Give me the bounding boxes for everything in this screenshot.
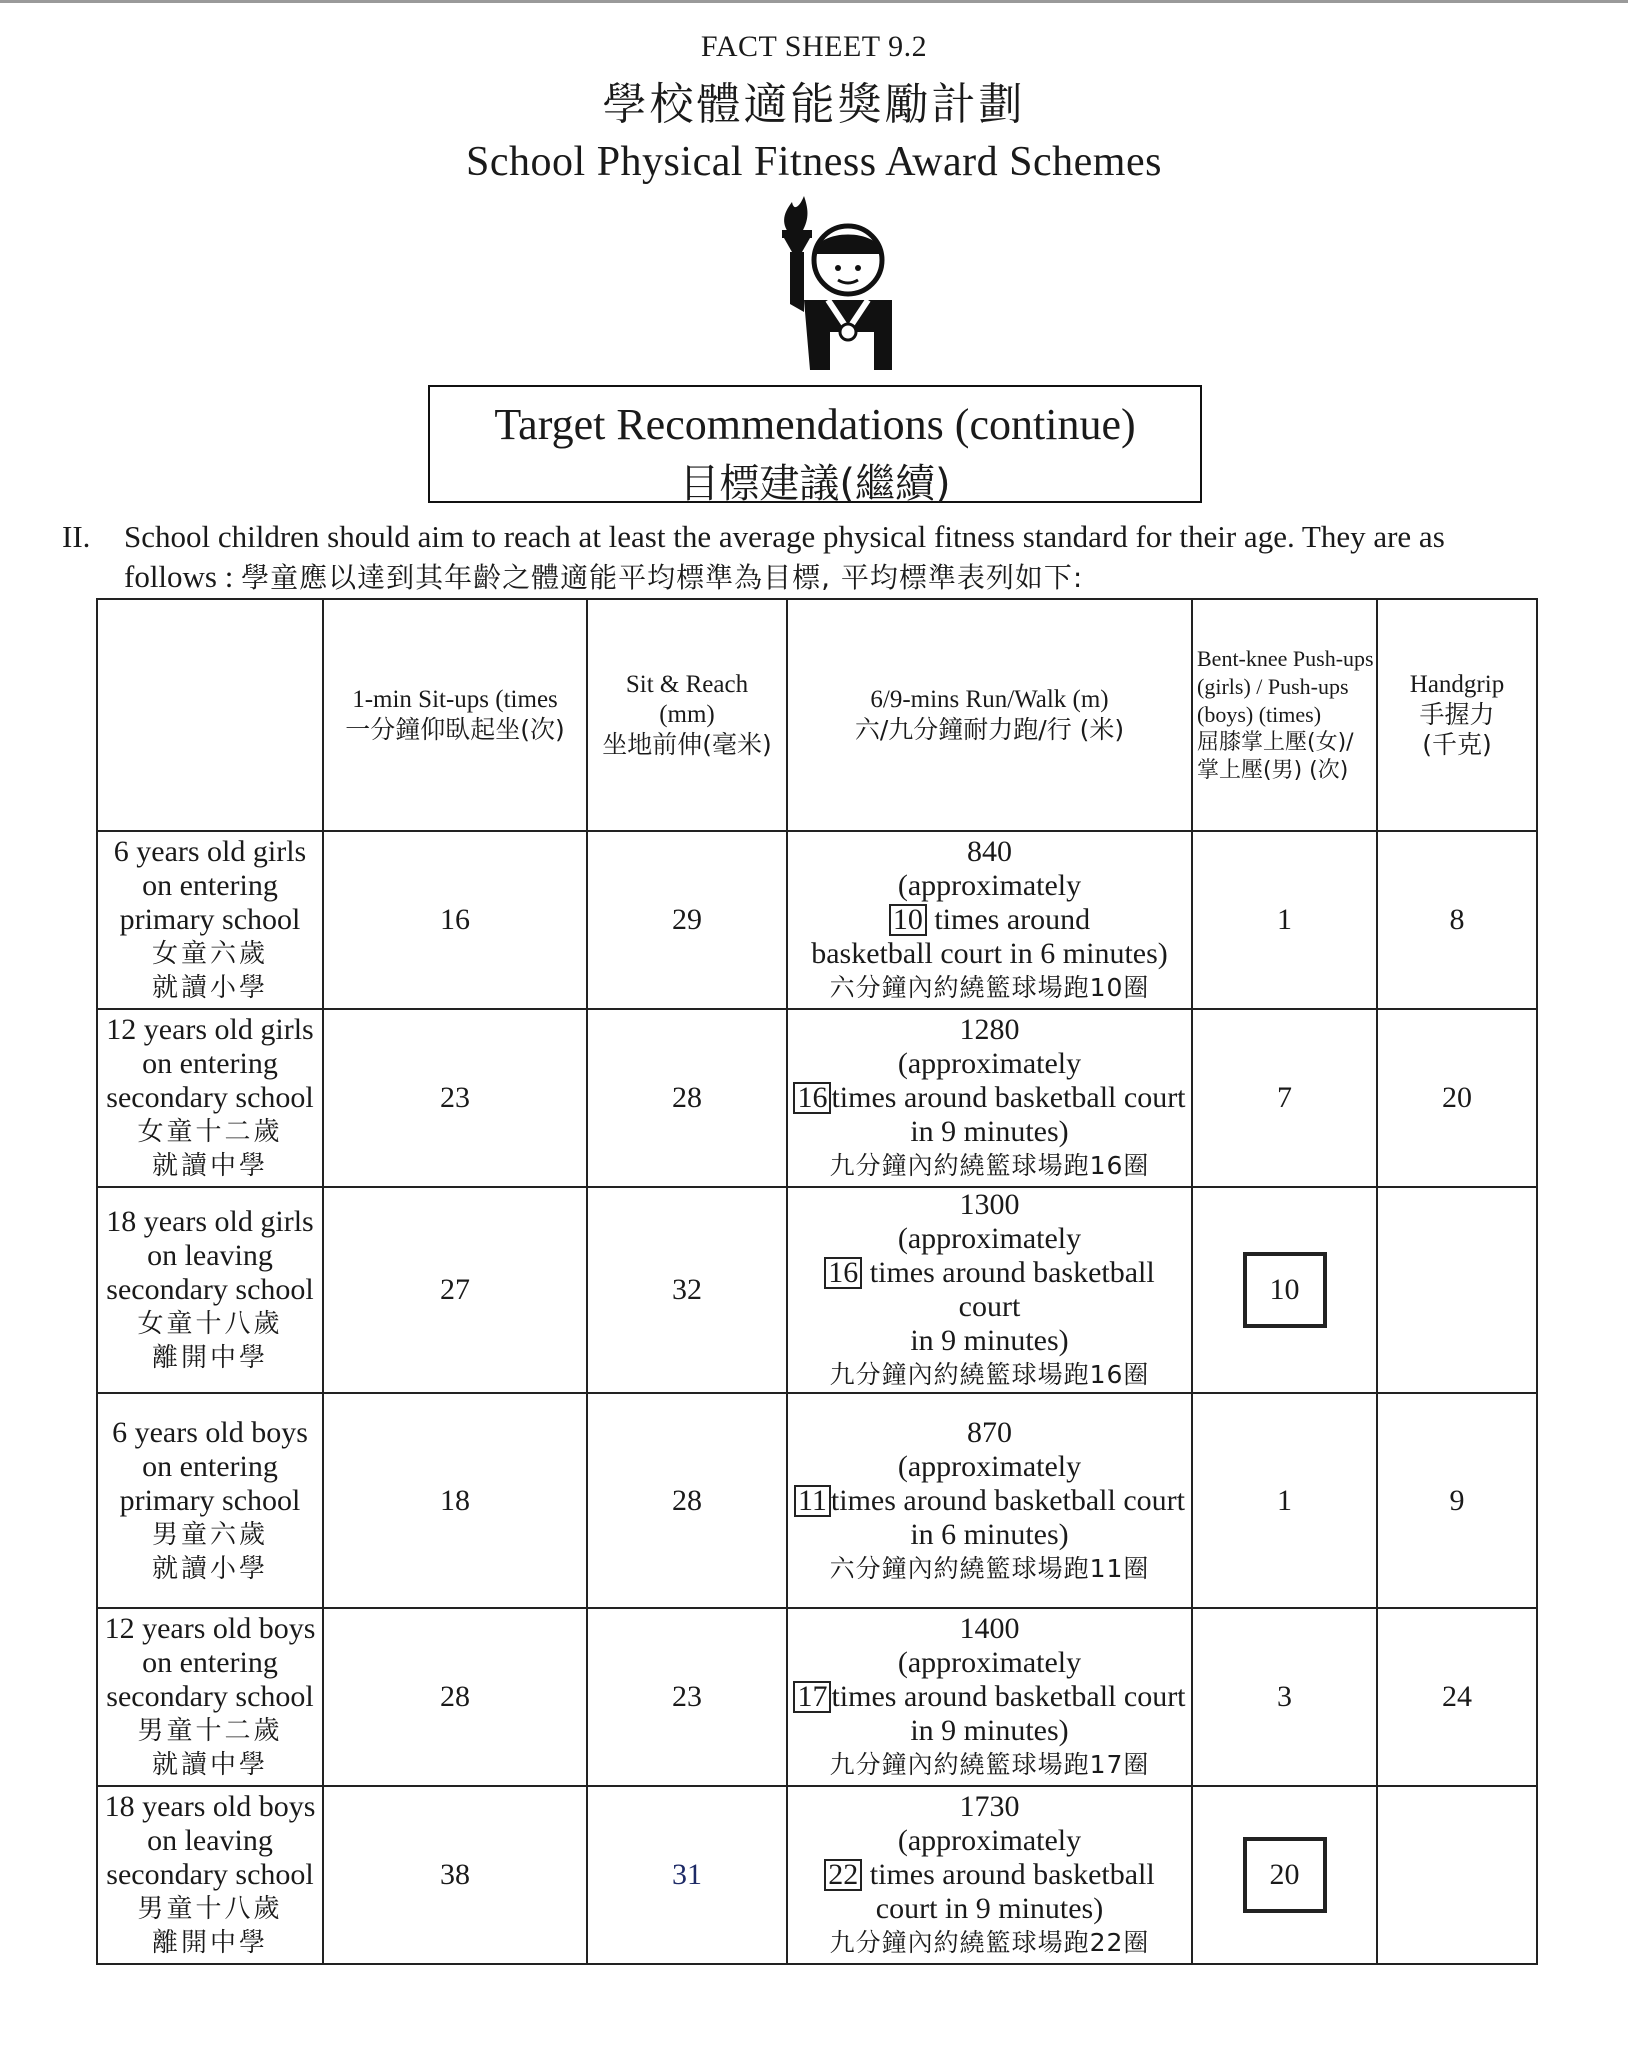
- title-english: School Physical Fitness Award Schemes: [466, 139, 1162, 185]
- group-cell: 6 years old boys on entering primary school 男童六歲 就讀小學: [97, 1393, 323, 1608]
- laps-badge: 22: [824, 1859, 862, 1891]
- header-handgrip: Handgrip 手握力 (千克): [1377, 599, 1537, 831]
- handgrip-cell: 24: [1377, 1608, 1537, 1786]
- group-cell: 18 years old boys on leaving secondary school 男童十八歲 離開中學: [97, 1786, 323, 1964]
- intro-text-english: School children should aim to reach at least the average physical fitness standard for their age. They are as follows :: [124, 519, 1445, 594]
- handgrip-cell: 9: [1377, 1393, 1537, 1608]
- run-walk-cell: 870 (approximately 11 times around basketball court in 6 minutes) 六分鐘內約繞籃球場跑11圈: [787, 1393, 1192, 1608]
- group-cell: 6 years old girls on entering primary school 女童六歲 就讀小學: [97, 831, 323, 1009]
- group-cell: 18 years old girls on leaving secondary school 女童十八歲 離開中學: [97, 1187, 323, 1393]
- group-cell: 12 years old boys on entering secondary school 男童十二歲 就讀中學: [97, 1608, 323, 1786]
- boxed-value: 20: [1243, 1837, 1327, 1913]
- situps-cell: 28: [323, 1608, 587, 1786]
- table-row: [97, 1786, 1537, 1964]
- handgrip-cell: [1377, 1187, 1537, 1393]
- sit-reach-cell: 31: [587, 1786, 787, 1964]
- push-ups-cell: 7: [1192, 1009, 1377, 1187]
- target-title-chinese: 目標建議(繼續): [679, 461, 951, 507]
- header-situps: 1-min Sit-ups (times 一分鐘仰臥起坐(次): [323, 599, 587, 831]
- push-ups-cell: 1: [1192, 831, 1377, 1009]
- sit-reach-cell: 28: [587, 1009, 787, 1187]
- group-cell: 12 years old girls on entering secondary school 女童十二歲 就讀中學: [97, 1009, 323, 1187]
- sit-reach-cell: 23: [587, 1608, 787, 1786]
- run-walk-cell: 1300 (approximately 16 times around basketball court in 9 minutes) 九分鐘內約繞籃球場跑16圈: [787, 1187, 1192, 1393]
- scan-top-edge: [0, 0, 1628, 3]
- table-row: [97, 1393, 1537, 1608]
- table-row: [97, 1608, 1537, 1786]
- table-header-row: [97, 599, 1537, 831]
- push-ups-cell: [1192, 1786, 1377, 1964]
- page-header: [0, 30, 1628, 186]
- laps-badge: 11: [794, 1485, 831, 1517]
- table-row: [97, 831, 1537, 1009]
- laps-badge: 16: [793, 1082, 831, 1114]
- sit-reach-cell: 28: [587, 1393, 787, 1608]
- sit-reach-cell: 32: [587, 1187, 787, 1393]
- handgrip-cell: 8: [1377, 831, 1537, 1009]
- situps-cell: 27: [323, 1187, 587, 1393]
- situps-cell: 23: [323, 1009, 587, 1187]
- header-push-ups: Bent-knee Push-ups (girls) / Push-ups (boys) (times) 屈膝掌上壓(女)/ 掌上壓(男) (次): [1192, 599, 1377, 831]
- situps-cell: 38: [323, 1786, 587, 1964]
- header-sit-reach: Sit & Reach (mm) 坐地前伸(毫米): [587, 599, 787, 831]
- torch-bearer-mascot-icon: [770, 192, 910, 372]
- title-chinese: 學校體適能獎勵計劃: [602, 79, 1026, 130]
- section-number: II.: [62, 519, 91, 554]
- laps-badge: 10: [889, 904, 927, 936]
- situps-cell: 16: [323, 831, 587, 1009]
- intro-text-chinese: 學童應以達到其年齡之體適能平均標準為目標, 平均標準表列如下:: [241, 561, 1084, 594]
- run-walk-cell: 840 (approximately 10 times around basketball court in 6 minutes) 六分鐘內約繞籃球場跑10圈: [787, 831, 1192, 1009]
- situps-cell: 18: [323, 1393, 587, 1608]
- run-walk-cell: 1400 (approximately 17 times around basketball court in 9 minutes) 九分鐘內約繞籃球場跑17圈: [787, 1608, 1192, 1786]
- laps-badge: 16: [824, 1257, 862, 1289]
- header-run-walk: 6/9-mins Run/Walk (m) 六/九分鐘耐力跑/行 (米): [787, 599, 1192, 831]
- table-row: [97, 1009, 1537, 1187]
- target-recommendations-box: [428, 385, 1202, 507]
- handgrip-cell: [1377, 1786, 1537, 1964]
- table-row: [97, 1187, 1537, 1393]
- boxed-value: 10: [1243, 1252, 1327, 1328]
- push-ups-cell: [1192, 1187, 1377, 1393]
- intro-paragraph: [62, 517, 1522, 598]
- handgrip-cell: 20: [1377, 1009, 1537, 1187]
- header-group: [97, 599, 323, 831]
- target-title-english: Target Recommendations (continue): [494, 400, 1136, 449]
- run-walk-cell: 1730 (approximately 22 times around basketball court in 9 minutes) 九分鐘內約繞籃球場跑22圈: [787, 1786, 1192, 1964]
- fitness-standards-table: [96, 598, 1538, 1965]
- sit-reach-cell: 29: [587, 831, 787, 1009]
- laps-badge: 17: [793, 1681, 831, 1713]
- fact-sheet-label: FACT SHEET 9.2: [700, 30, 928, 63]
- push-ups-cell: 1: [1192, 1393, 1377, 1608]
- push-ups-cell: 3: [1192, 1608, 1377, 1786]
- run-walk-cell: 1280 (approximately 16 times around basketball court in 9 minutes) 九分鐘內約繞籃球場跑16圈: [787, 1009, 1192, 1187]
